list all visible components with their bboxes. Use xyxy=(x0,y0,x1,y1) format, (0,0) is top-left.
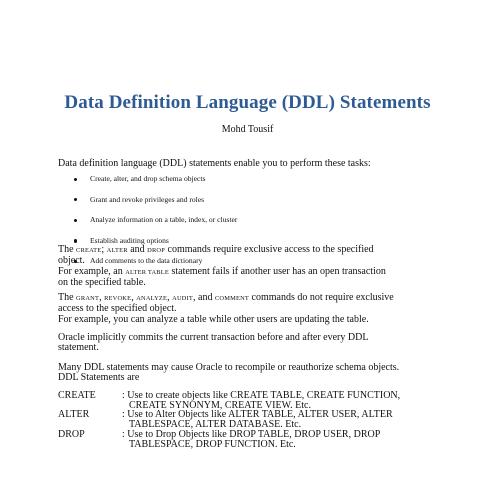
statement-description: : Use to create objects like CREATE TABLE, CREATE FUNCTION, CREATE SYNONYM, CREATE VIEW. Etc. xyxy=(122,390,401,412)
bullet-icon xyxy=(74,239,77,242)
list-item: Grant and revoke privileges and roles xyxy=(74,195,237,216)
list-item: Establish auditing options xyxy=(74,236,237,257)
statement-command: ALTER xyxy=(58,409,90,420)
keyword-comment: COMMENT xyxy=(214,295,250,302)
list-item: Create, alter, and drop schema objects xyxy=(74,174,237,195)
bullet-icon xyxy=(74,198,77,201)
list-item: Add comments to the data dictionary xyxy=(74,256,237,277)
document-title: Data Definition Language (DDL) Statements xyxy=(64,92,431,113)
keyword-drop: DROP xyxy=(147,247,165,254)
bullet-icon xyxy=(74,178,77,181)
keyword-revoke: REVOKE xyxy=(104,295,132,302)
keyword-analyze: ANALYZE xyxy=(136,295,168,302)
implicit-commit-paragraph: Oracle implicitly commits the current transaction before and after every DDL statement. xyxy=(58,332,369,354)
exclusive-access-paragraph: The CREATE; ALTER and DROP commands require exclusive access to the specified object. For example, an ALTER TABLE statement fails if another user has an open transaction on the specified table. xyxy=(58,244,386,289)
non-exclusive-paragraph: The GRANT, REVOKE, ANALYZE, AUDIT, and COMMENT commands do not require exclusive access to the specified object. For example, you can analyze a table while other users are updating the table. xyxy=(58,292,394,325)
intro-text: Data definition language (DDL) statements enable you to perform these tasks: xyxy=(58,158,371,169)
recompile-paragraph: Many DDL statements may cause Oracle to recompile or reauthorize schema objects. DDL Statements are xyxy=(58,362,400,384)
keyword-create: CREATE xyxy=(76,247,102,254)
keyword-audit: AUDIT xyxy=(172,295,194,302)
statement-description: : Use to Drop Objects like DROP TABLE, DROP USER, DROP TABLESPACE, DROP FUNCTION. Etc. xyxy=(122,429,381,451)
statement-command: DROP xyxy=(58,429,85,440)
document-author: Mohd Tousif xyxy=(221,124,274,135)
keyword-grant: GRANT xyxy=(76,295,100,302)
keyword-alter: ALTER xyxy=(106,247,128,254)
bullet-icon xyxy=(74,219,77,222)
statement-command: CREATE xyxy=(58,390,96,401)
keyword-alter-table: ALTER TABLE xyxy=(125,268,169,276)
statement-description: : Use to Alter Objects like ALTER TABLE, ALTER USER, ALTER TABLESPACE, ALTER DATABASE. Etc. xyxy=(122,409,393,431)
list-item: Analyze information on a table, index, or cluster xyxy=(74,215,237,236)
